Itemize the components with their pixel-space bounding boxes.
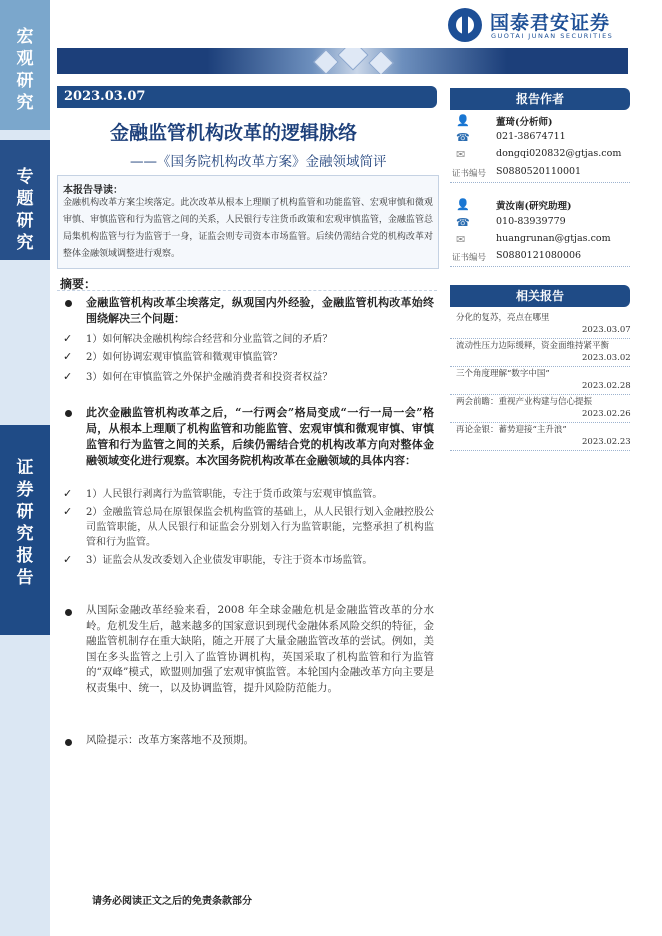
cert-label: 证书编号 (452, 253, 487, 263)
logo-name-en: GUOTAI JUNAN SECURITIES (491, 32, 614, 40)
related-report-date: 2023.02.28 (582, 381, 631, 391)
logo-name-cn: 国泰君安证券 (490, 12, 611, 34)
bullet1-heading: 金融监管机构改革尘埃落定，纵观国内外经验，金融监管机构改革始终围绕解决三个问题： (86, 296, 434, 325)
person-icon: 👤 (456, 198, 470, 211)
sidebar-category-macro: 宏观研究 (0, 0, 50, 130)
related-report-link[interactable]: 流动性压力边际缓释，资金面维持紧平衡 (456, 341, 610, 351)
author-email[interactable]: huangrunan@gtjas.com (496, 233, 611, 244)
cert-number: S0880520110001 (496, 166, 582, 177)
check-icon: ✓ (63, 332, 73, 345)
authors-heading: 报告作者 (450, 88, 630, 110)
bullet1-item: 3）如何在审慎监管之外保护金融消费者和投资者权益？ (86, 372, 333, 383)
related-report-link[interactable]: 再论金银：蓄势迎接“主升浪” (456, 425, 567, 435)
cert-label: 证书编号 (452, 169, 487, 179)
person-icon: 👤 (456, 114, 470, 127)
divider (57, 290, 437, 291)
guide-text: 金融机构改革方案尘埃落定。此次改革从根本上理顺了机构监管和功能监管、宏观审慎和微观审慎、审慎监管和行为监管之间的关系，人民银行专注货币政策和宏观审慎监管，金融监管总局集机构监管与行为监管于一身，证监会则专司资本市场监管。后续仍需结合党的机构改革对整体金融领域调整进行观察。 (63, 198, 433, 259)
sidebar-category-special: 专题研究 (0, 140, 50, 260)
bullet2-item: 3）证监会从发改委划入企业债发审职能，专注于资本市场监管。 (86, 555, 373, 566)
company-logo (448, 8, 638, 42)
sidebar-category-report: 证券研究报告 (0, 425, 50, 635)
bullet2-item: 1）人民银行剥离行为监管职能，专注于货币政策与宏观审慎监管。 (86, 489, 383, 500)
logo-mark-icon (448, 8, 482, 42)
bullet-dot-icon (65, 300, 72, 307)
check-icon: ✓ (63, 505, 73, 518)
author-email[interactable]: dongqi020832@gtjas.com (496, 148, 622, 159)
left-sidebar (0, 0, 50, 936)
author-name: 董琦(分析师) (496, 117, 553, 128)
bullet-dot-icon (65, 410, 72, 417)
guide-title: 本报告导读： (63, 185, 123, 196)
report-title: 金融监管机构改革的逻辑脉络 (110, 122, 358, 144)
header-banner (57, 48, 628, 74)
related-report-date: 2023.03.02 (582, 353, 631, 363)
related-report-date: 2023.02.26 (582, 409, 631, 419)
cert-number: S0880121080006 (496, 250, 582, 261)
report-subtitle: ——《国务院机构改革方案》金融领域简评 (130, 154, 387, 170)
bullet3-paragraph: 从国际金融改革经验来看，2008 年全球金融危机是金融监管改革的分水岭。危机发生后，越来越多的国家意识到现代金融体系风险交织的特征，金融监管机制存在重大缺陷，随之开展了大量金融监管改革的尝试。例如，美国在多头监管之上引入了监管协调机构，英国采取了机构监管和行为监管的“双峰”模式，欧盟则加强了宏观审慎监管。本轮国内金融改革方向主要是权责集中、统一，以及协调监管，提升风险防范能力。 (86, 604, 434, 694)
author-phone: 010-83939779 (496, 216, 566, 227)
check-icon: ✓ (63, 553, 73, 566)
author-phone: 021-38674711 (496, 131, 566, 142)
risk-warning: 风险提示：改革方案落地不及预期。 (86, 734, 254, 746)
author-name: 黄汝南(研究助理) (496, 201, 572, 212)
related-report-link[interactable]: 三个角度理解“数字中国” (456, 369, 550, 379)
bullet-dot-icon (65, 739, 72, 746)
check-icon: ✓ (63, 370, 73, 383)
related-report-link[interactable]: 两会前瞻：重视产业构建与信心提振 (456, 397, 593, 407)
related-heading: 相关报告 (450, 285, 630, 307)
related-report-date: 2023.02.23 (582, 437, 631, 447)
divider (450, 266, 630, 267)
divider (450, 182, 630, 183)
related-report-date: 2023.03.07 (582, 325, 631, 335)
check-icon: ✓ (63, 487, 73, 500)
bullet2-heading: 此次金融监管机构改革之后，“一行两会”格局变成“一行一局一会”格局，从根本上理顺了机构监管和功能监管、宏观审慎和微观审慎、审慎监管和行为监管之间的关系，后续仍需结合党的机构改革方向对整体金融领域变化进行观察。本次国务院机构改革在金融领域的具体内容： (86, 406, 434, 467)
disclaimer: 请务必阅读正文之后的免责条款部分 (92, 896, 252, 907)
bullet1-item: 1）如何解决金融机构综合经营和分业监管之间的矛盾？ (86, 334, 333, 345)
phone-icon: ☎ (456, 216, 470, 229)
phone-icon: ☎ (456, 131, 470, 144)
check-icon: ✓ (63, 350, 73, 363)
report-date: 2023.03.07 (64, 89, 146, 104)
email-icon: ✉ (456, 148, 466, 161)
abstract-label: 摘要： (60, 277, 97, 291)
related-report-link[interactable]: 分化的复苏，亮点在哪里 (456, 313, 550, 323)
bullet-dot-icon (65, 609, 72, 616)
divider (450, 450, 630, 451)
bullet1-item: 2）如何协调宏观审慎监管和微观审慎监管？ (86, 352, 283, 363)
email-icon: ✉ (456, 233, 466, 246)
bullet2-item: 2）金融监管总局在原银保监会机构监管的基础上，从人民银行划入金融控股公司监管职能，从人民银行和证监会分别划入行为监管职能，完整承担了机构监管和行为监管。 (86, 507, 434, 548)
